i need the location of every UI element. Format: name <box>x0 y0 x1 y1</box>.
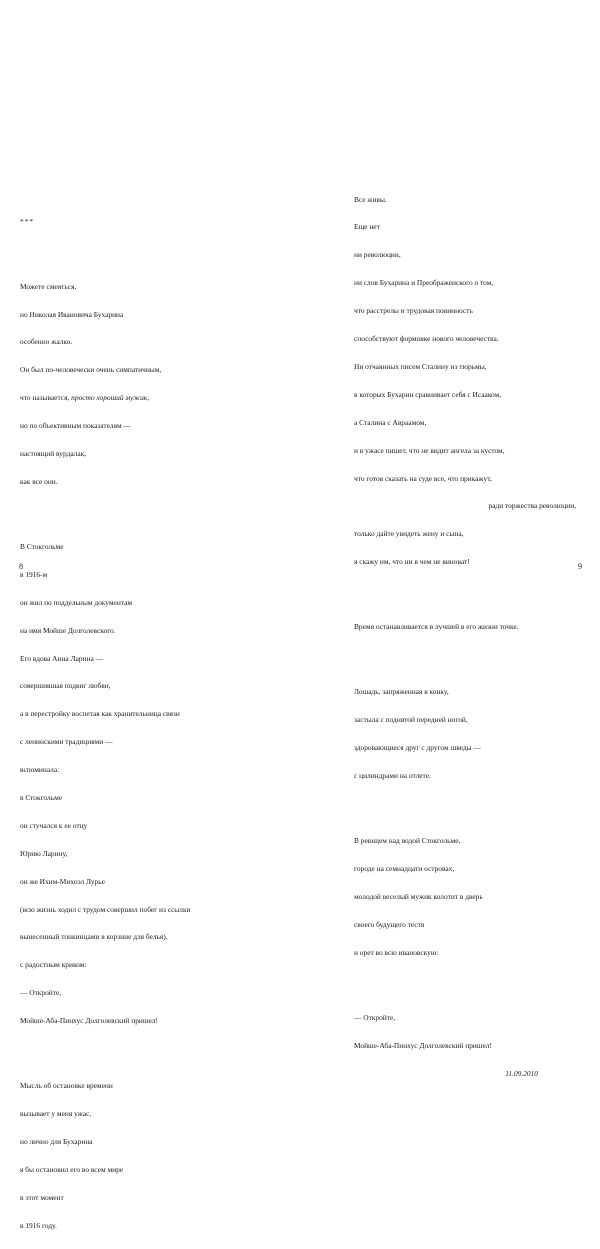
poem-line-suffix: , <box>147 393 150 403</box>
poem-line: — Откройте, <box>354 1012 396 1022</box>
poem-line-with-italic <box>20 393 191 402</box>
poem-line: способствуют формовке нового человечества. <box>354 334 499 344</box>
poem-line: с ленинскими традициями — <box>20 737 113 747</box>
page-number-left: 8 <box>19 562 23 571</box>
poem-line: Его вдова Анна Ларина — <box>20 653 103 663</box>
poem-line: настоящий вурдалак, <box>20 449 87 459</box>
poem-date: 11.09.2010 <box>505 1068 538 1078</box>
poem-line: в этот момент <box>20 1192 64 1202</box>
poem-line: в 1916 году. <box>20 1220 57 1230</box>
poem-line: (всю жизнь ходил с трудом совершил побег из ссылки <box>20 904 191 914</box>
poem-line: что готов сказать на суде все, что прикажут, <box>354 473 492 483</box>
poem-line: В Стокгольме <box>20 541 64 551</box>
left-poem <box>20 198 191 1249</box>
poem-line: Мысль об остановке времени <box>20 1081 113 1091</box>
poem-line: и орет во всю ивановскую: <box>354 947 439 957</box>
poem-line: я бы остановил его во всем мире <box>20 1164 124 1174</box>
poem-line: В реющем над водой Стокгольме, <box>354 836 461 846</box>
poem-line: застыла с поднятой передней ногой, <box>354 715 468 725</box>
poem-line: вызывает у меня ужас, <box>20 1109 92 1119</box>
poem-line: только дайте увидеть жену и сына, <box>354 529 464 539</box>
poem-line: своего будущего тестя <box>354 919 425 929</box>
poem-line: вынесенный тонкинцами в корзине для белья), <box>20 932 168 942</box>
poem-line: Еще нет <box>354 222 380 232</box>
poem-line: а в перестройку воспетая как хранительница связи <box>20 709 180 719</box>
poem-line: ни слов Бухарина и Преображенского о том, <box>354 278 494 288</box>
poem-line: и в ужасе пишет, что не видит ангела за кустом, <box>354 445 505 455</box>
poem-line: особенно жалко. <box>20 337 73 347</box>
poem-line-indented: ради торжества революции, <box>488 501 576 511</box>
poem-line: Мойше-Аба-Пинхус Долголевский пришел! <box>20 1016 158 1026</box>
page-number-right: 9 <box>578 562 582 571</box>
left-page <box>0 0 300 1230</box>
poem-line: Лошадь, запряженная в конку, <box>354 687 449 697</box>
right-poem <box>354 176 576 1096</box>
poem-line: в Стокгольме <box>20 793 63 802</box>
poem-line: Мойше-Аба-Пинхус Долголевский пришел! <box>354 1040 492 1050</box>
poem-line: на имя Мойше Долголевского. <box>20 625 116 635</box>
poem-line: но Николая Ивановича Бухарина <box>20 309 124 319</box>
poem-line-prefix: что называется, <box>20 393 72 403</box>
poem-line: Юрию Ларину, <box>20 848 68 858</box>
poem-line: что расстрелы и трудовая повинность <box>354 306 473 316</box>
poem-line: с радостным криком: <box>20 960 87 970</box>
poem-line: ни революции, <box>354 250 401 260</box>
poem-line: совершившая подвиг любви, <box>20 681 111 691</box>
poem-line: городе на семнадцати островах, <box>354 863 455 873</box>
poem-line: Ни отчаянных писем Сталину из тюрьмы, <box>354 361 487 371</box>
poem-line: в 1916-м <box>20 569 48 579</box>
poem-line: с цилиндрами на отлете. <box>354 771 431 780</box>
poem-line: но по объективным показателям — <box>20 421 131 431</box>
poem-line: он жил по поддельным документам <box>20 597 133 607</box>
poem-line: Он был по-человечески очень симпатичным, <box>20 365 162 375</box>
poem-line: но лично для Бухарина <box>20 1136 93 1146</box>
poem-line: — Откройте, <box>20 988 62 998</box>
poem-line: вспоминала: <box>20 765 60 775</box>
poem-line: Все живы. <box>354 194 387 204</box>
poem-line: а Сталина с Авраамом, <box>354 417 427 427</box>
poem-line: в которых Бухарин сравнивает себя с Исааком, <box>354 389 502 399</box>
poem-line: здоровающиеся друг с другом шведы — <box>354 743 481 753</box>
poem-line: Время останавливается в лучшей в его жизни точке. <box>354 622 519 632</box>
poem-line: он стучался к ее отцу <box>20 820 88 830</box>
right-page <box>300 0 600 1078</box>
section-separator: *** <box>20 216 35 226</box>
poem-line: молодой веселый мужик колотит в дверь <box>354 891 483 901</box>
poem-line: Можете смеяться, <box>20 281 77 291</box>
poem-line: я скажу им, что ни в чем не виноват! <box>354 557 470 567</box>
poem-line: как все они. <box>20 476 58 486</box>
poem-line: он же Ихим-Михоэл Лурье <box>20 876 105 886</box>
poem-italic-phrase: просто хороший мужик <box>71 393 148 403</box>
